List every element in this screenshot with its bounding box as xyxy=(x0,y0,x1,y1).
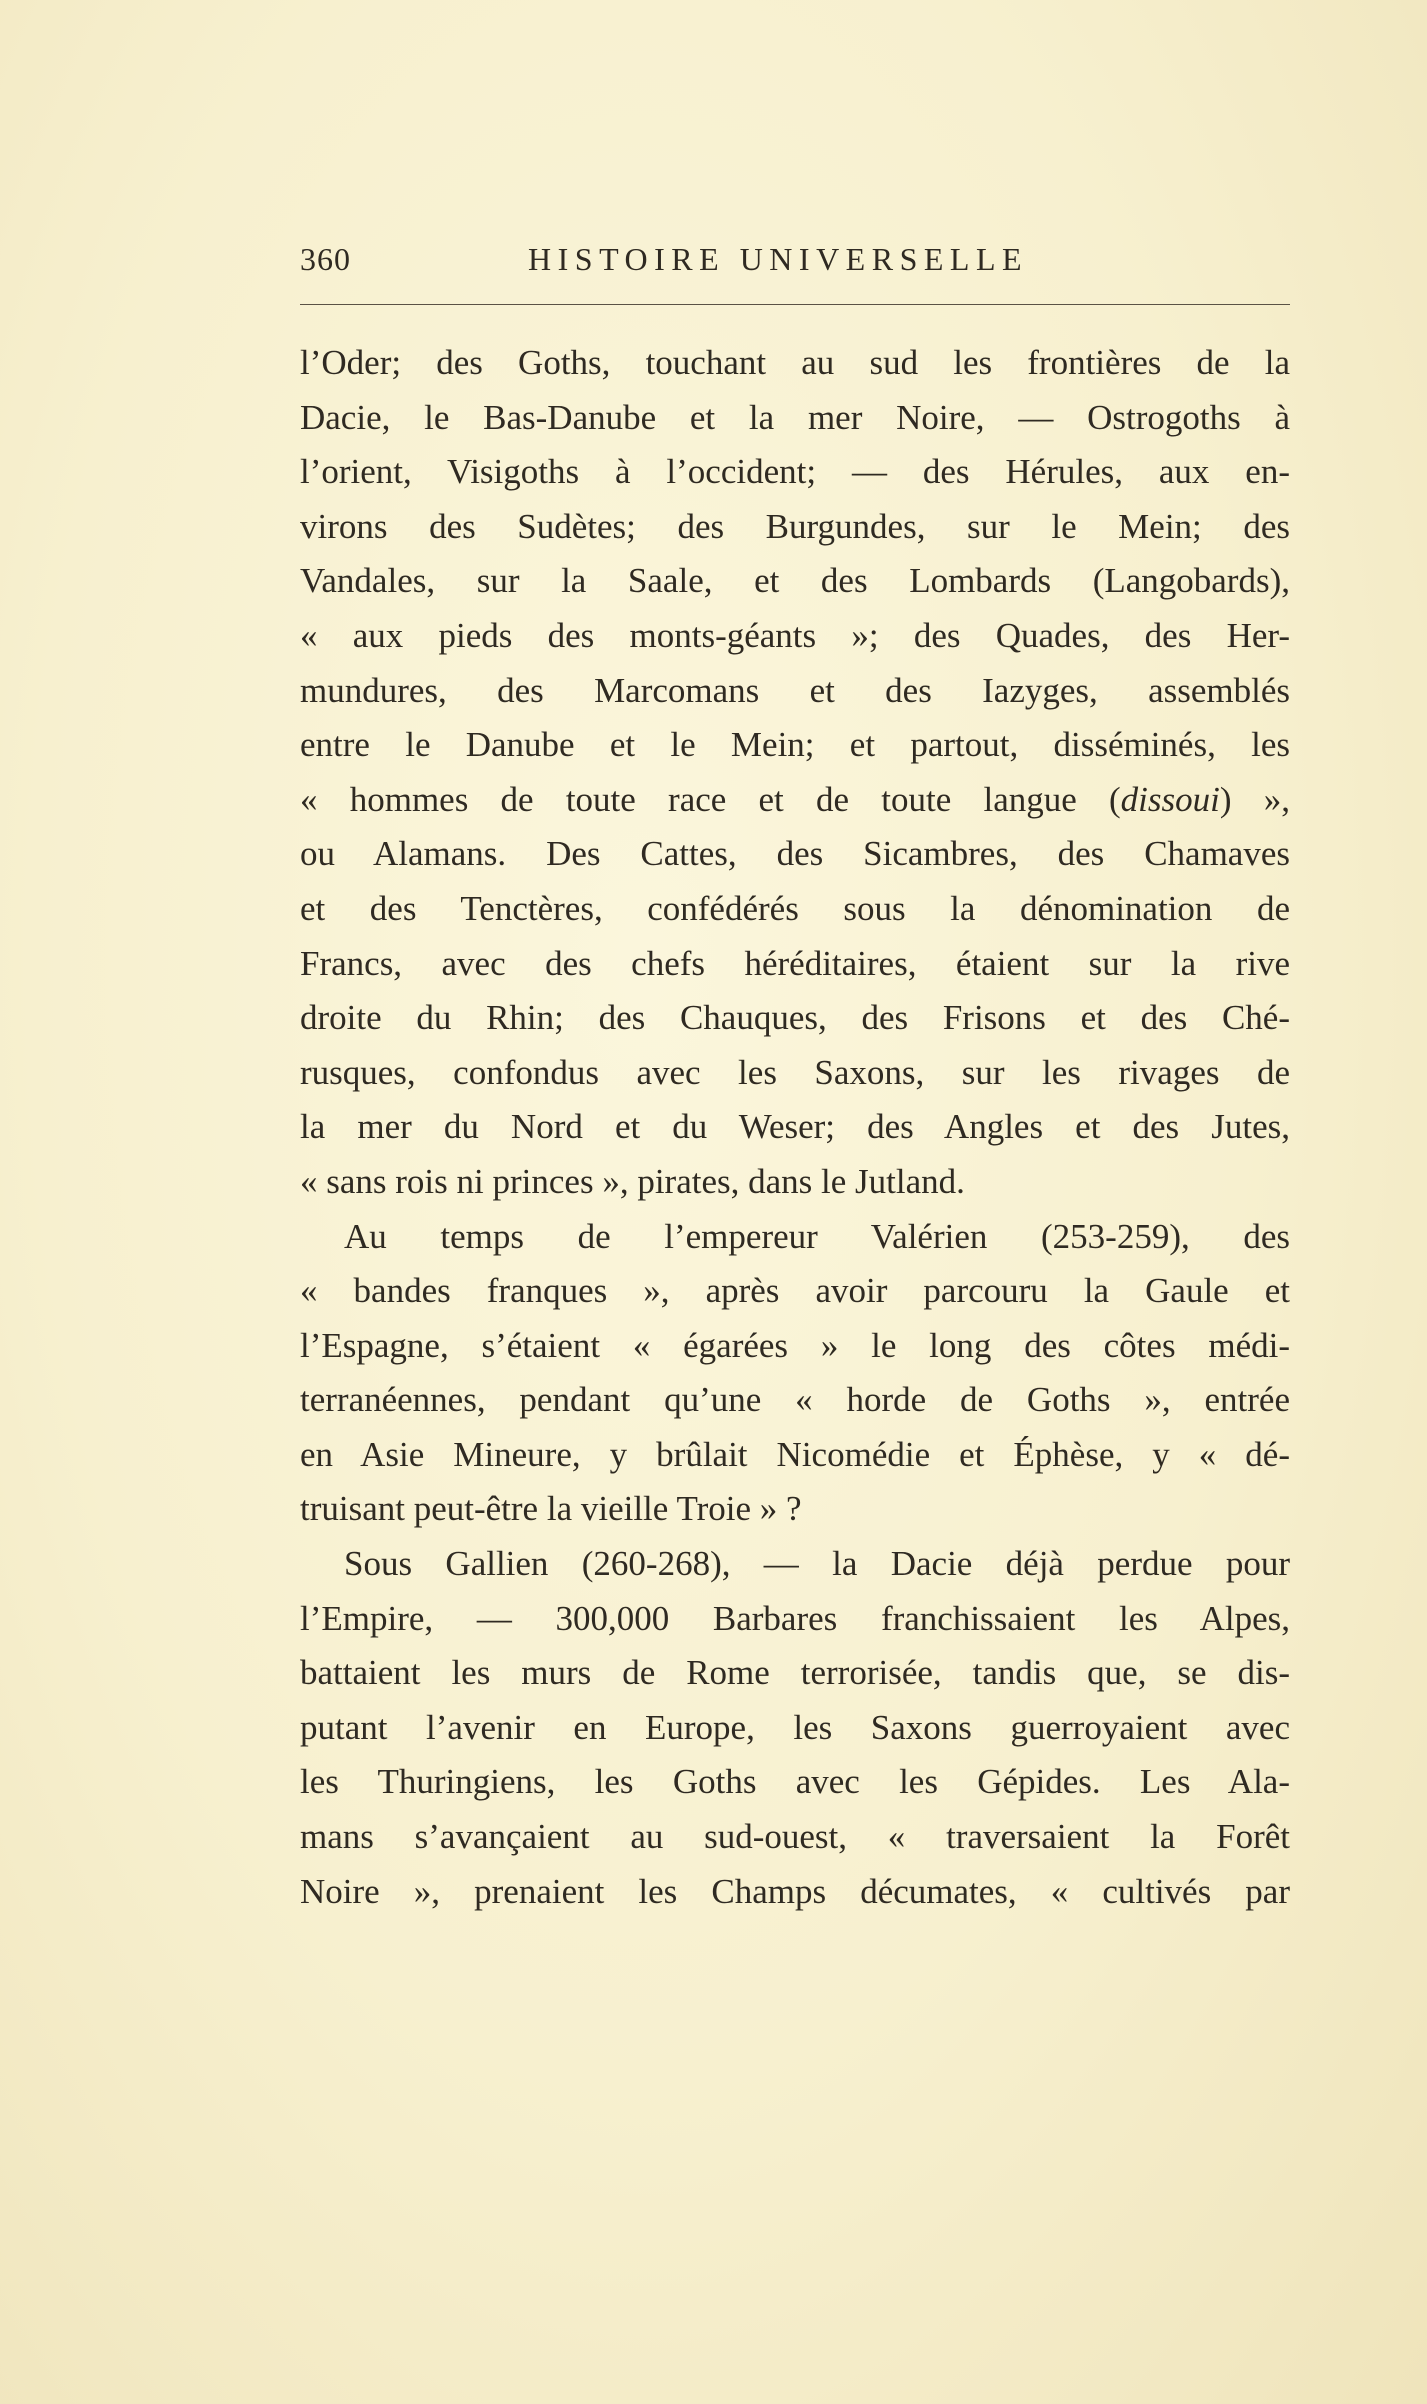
text-line: « sans rois ni princes », pirates, dans le Jutland. xyxy=(300,1161,965,1201)
text-line: Francs, avec des chefs héréditaires, étaient sur la rive xyxy=(300,943,1290,983)
paragraph-start: Sous Gallien (260-268), — la Dacie déjà perdue pour xyxy=(344,1544,1290,1584)
running-head xyxy=(300,234,1290,284)
text-line: putant l’avenir en Europe, les Saxons guerroyaient avec xyxy=(300,1707,1290,1747)
text-segment: « hommes de toute race et de toute langue ( xyxy=(300,779,1121,819)
text-line xyxy=(300,773,1290,828)
text-line: « aux pieds des monts-géants »; des Quades, des Her- xyxy=(300,615,1290,655)
latin-term: dissoui xyxy=(1120,779,1220,819)
text-line: l’Oder; des Goths, touchant au sud les frontières de la xyxy=(300,343,1290,382)
text-line: droite du Rhin; des Chauques, des Frisons et des Ché- xyxy=(300,998,1290,1038)
text-line: les Thuringiens, les Goths avec les Gépides. Les Ala- xyxy=(300,1762,1290,1802)
text-line: l’Espagne, s’étaient « égarées » le long des côtes médi- xyxy=(300,1325,1290,1365)
page-number: 360 xyxy=(300,241,351,277)
text-line: et des Tenctères, confédérés sous la dénomination de xyxy=(300,888,1290,928)
body-text xyxy=(300,336,1290,1919)
text-line: l’Empire, — 300,000 Barbares franchissaient les Alpes, xyxy=(300,1598,1290,1638)
text-line: rusques, confondus avec les Saxons, sur les rivages de xyxy=(300,1052,1290,1092)
text-line: truisant peut-être la vieille Troie » ? xyxy=(300,1489,802,1529)
header-rule xyxy=(300,304,1290,305)
text-line: battaient les murs de Rome terrorisée, tandis que, se dis- xyxy=(300,1653,1290,1693)
text-segment: ) », xyxy=(1219,779,1291,819)
text-line: virons des Sudètes; des Burgundes, sur le Mein; des xyxy=(300,506,1290,546)
text-line: « bandes franques », après avoir parcouru la Gaule et xyxy=(300,1271,1290,1311)
text-line: l’orient, Visigoths à l’occident; — des Hérules, aux en- xyxy=(300,452,1290,492)
text-line: entre le Danube et le Mein; et partout, disséminés, les xyxy=(300,725,1290,765)
text-line: Vandales, sur la Saale, et des Lombards (Langobards), xyxy=(300,561,1290,601)
text-line: Noire », prenaient les Champs décumates, « cultivés par xyxy=(300,1871,1290,1911)
text-line: terranéennes, pendant qu’une « horde de Goths », entrée xyxy=(300,1380,1290,1420)
text-line: ou Alamans. Des Cattes, des Sicambres, des Chamaves xyxy=(300,834,1290,874)
text-line: la mer du Nord et du Weser; des Angles et des Jutes, xyxy=(300,1107,1290,1147)
text-line: en Asie Mineure, y brûlait Nicomédie et Éphèse, y « dé- xyxy=(300,1434,1290,1474)
paragraph-start: Au temps de l’empereur Valérien (253-259), des xyxy=(344,1216,1290,1256)
running-title: HISTOIRE UNIVERSELLE xyxy=(528,241,1029,277)
text-line: mundures, des Marcomans et des Iazyges, assemblés xyxy=(300,670,1290,710)
text-line: mans s’avançaient au sud-ouest, « traversaient la Forêt xyxy=(300,1817,1290,1857)
text-line: Dacie, le Bas-Danube et la mer Noire, — Ostrogoths à xyxy=(300,397,1290,437)
